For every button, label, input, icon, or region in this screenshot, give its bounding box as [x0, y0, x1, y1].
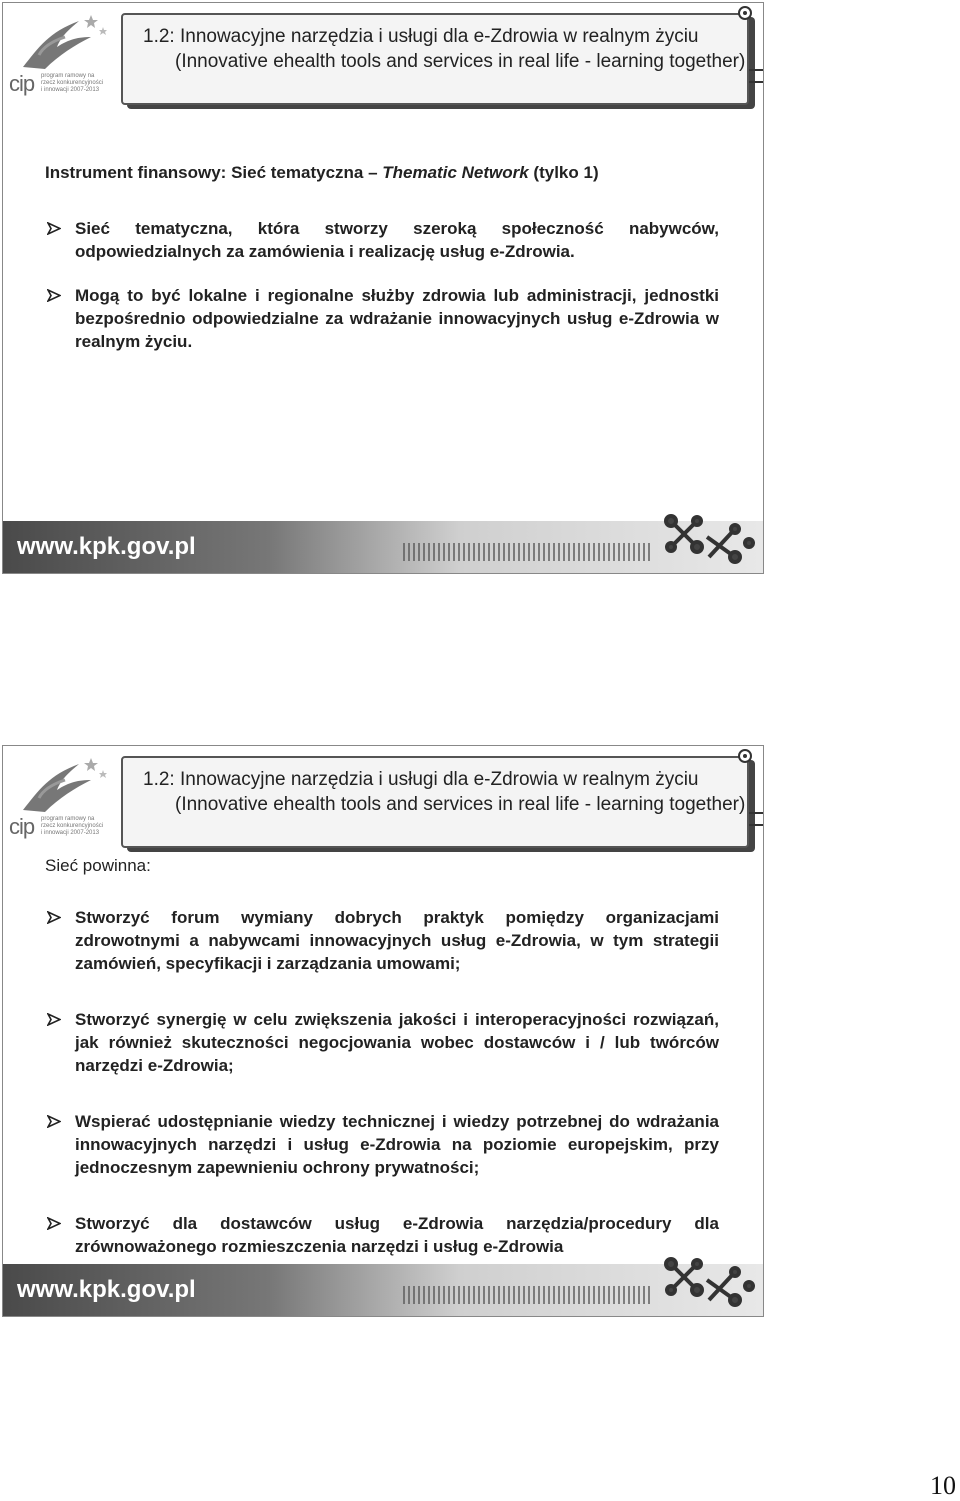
heading-italic: Thematic Network [382, 163, 529, 182]
heading-prefix: Instrument finansowy: Sieć tematyczna – [45, 163, 383, 182]
bullet-text: Stworzyć dla dostawców usług e-Zdrowia narzędzia/procedury dla zrównoważonego rozmieszczenia narzędzi i usług e-Zdrowia [75, 1214, 719, 1256]
heading-suffix: (tylko 1) [528, 163, 599, 182]
slide-heading: Sieć powinna: [45, 856, 151, 875]
list-item [47, 906, 719, 975]
bullet-text: Stworzyć forum wymiany dobrych praktyk pomiędzy organizacjami zdrowotnymi a nabywcami innowacyjnych usług e-Zdrowia, w tym strategii zamówień, specyfikacji i zarządzania umowami; [75, 908, 719, 973]
footer-bar [3, 1264, 763, 1316]
list-item [47, 284, 719, 353]
bullet-arrow-icon [47, 289, 61, 302]
bullet-arrow-icon [47, 1217, 61, 1230]
bullet-text: Sieć tematyczna, która stworzy szeroką społeczność nabywców, odpowiedzialnych za zamówienia i realizację usług e-Zdrowia. [75, 219, 719, 261]
bullet-arrow-icon [47, 222, 61, 235]
bullet-text: Mogą to być lokalne i regionalne służby zdrowia lub administracji, jednostki bezpośrednio odpowiedzialne za wdrażanie innowacyjnych usług e-Zdrowia w realnym życiu. [75, 286, 719, 351]
logo-text: cip [9, 814, 35, 839]
logo-subtext: program ramowy na rzecz konkurencyjności i innowacji 2007-2013 [41, 73, 104, 93]
title-box [121, 756, 749, 848]
list-item [47, 217, 719, 263]
footer-stripes [403, 1286, 653, 1304]
footer-bar [3, 521, 763, 573]
footer-url: www.kpk.gov.pl [17, 533, 196, 560]
slide-2 [2, 745, 764, 1317]
slide-1 [2, 2, 764, 574]
list-item [47, 1110, 719, 1179]
footer-url: www.kpk.gov.pl [17, 1276, 196, 1303]
molecule-icon [657, 1250, 757, 1314]
bullet-list [47, 217, 719, 374]
title-bar-decoration [749, 69, 763, 83]
bullet-text: Wspierać udostępnianie wiedzy technicznej i wiedzy potrzebnej do wdrażania innowacyjnych narzędzi i usług e-Zdrowia na poziomie europejskim, przy jednoczesnym zapewnieniu ochrony prywatności; [75, 1112, 719, 1177]
slide-title: 1.2: Innowacyjne narzędzia i usługi dla e-Zdrowia w realnym życiu (Innovative ehealth tools and services in real life - learning together) [143, 26, 746, 72]
molecule-icon [657, 507, 757, 571]
bullet-text: Stworzyć synergię w celu zwiększenia jakości i interoperacyjności rozwiązań, jak również skuteczności negocjowania wobec dostawców i / lub twórców narzędzi e-Zdrowia; [75, 1010, 719, 1075]
title-box [121, 13, 749, 105]
logo-text: cip [9, 71, 35, 96]
bullet-arrow-icon [47, 911, 61, 924]
page-number: 10 [930, 1471, 956, 1500]
list-item [47, 1212, 719, 1258]
slide-title: 1.2: Innowacyjne narzędzia i usługi dla e-Zdrowia w realnym życiu (Innovative ehealth tools and services in real life - learning together) [143, 769, 746, 815]
bullet-arrow-icon [47, 1115, 61, 1128]
bullet-arrow-icon [47, 1013, 61, 1026]
bullet-list [47, 906, 719, 1291]
footer-stripes [403, 543, 653, 561]
logo-subtext: program ramowy na rzecz konkurencyjności i innowacji 2007-2013 [41, 816, 104, 836]
list-item [47, 1008, 719, 1077]
page-curl-icon [735, 3, 755, 23]
slide-heading [45, 163, 599, 183]
title-bar-decoration [749, 812, 763, 826]
page-curl-icon [735, 746, 755, 766]
